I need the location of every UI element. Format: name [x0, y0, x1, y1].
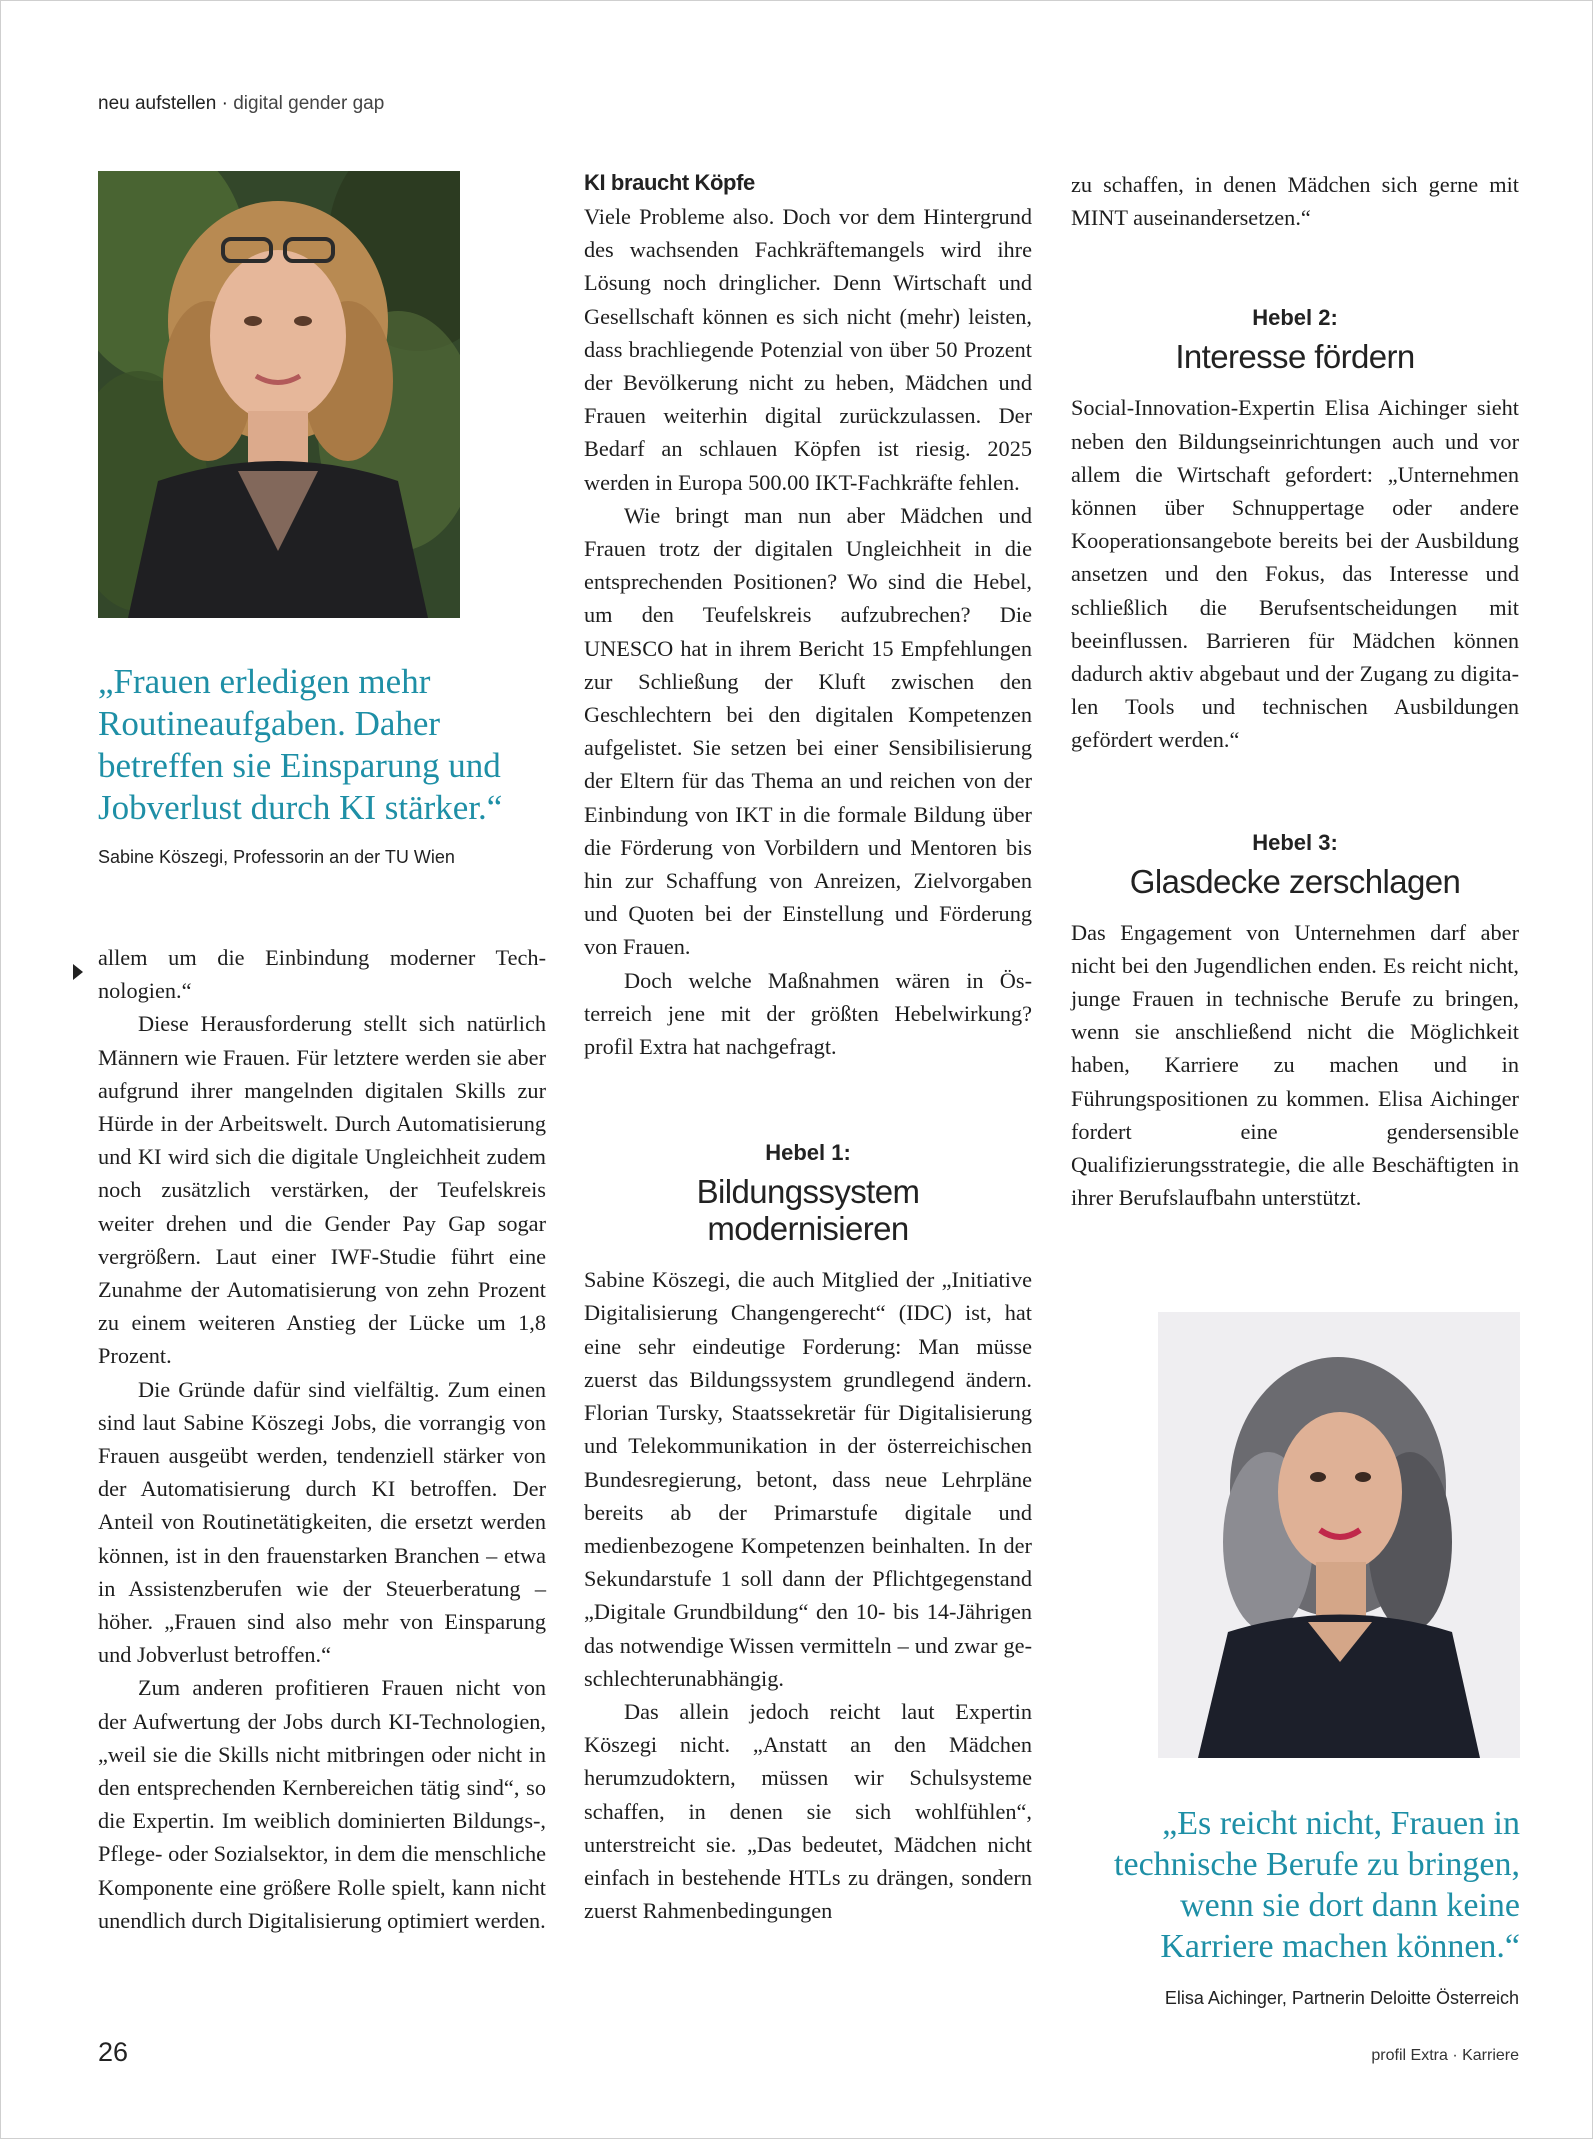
hebel-1-heading: [584, 1139, 1032, 1247]
hebel-1-paragraph: Das allein jedoch reicht laut Expertin Köszegi nicht. „Anstatt an den Mädchen herumzudoktern, müssen wir Schulsysteme schaffen, in denen sie sich wohlfühlen“, unterstreicht sie. „Das bedeutet, Mädchen nicht einfach in bestehende HTLs zu drängen, sondern zuerst Rahmenbedingungen: [584, 1698, 1032, 1924]
hebel-3-label: Hebel 3:: [1252, 829, 1338, 855]
pull-quote-attribution-aichinger: Elisa Aichinger, Partnerin Deloitte Österreich: [1164, 1988, 1519, 2008]
hebel-1-paragraph: Sabine Köszegi, die auch Mitglied der „Initiative Digitalisierung Changengerecht“ (IDC) ist, hat eine sehr eindeutige Forderung: Man müsse zuerst das Bildungssystem grundlegend ändern. Florian Tursky, Staatssekretär für Digitalisierung und Telekommunikation in der österreichischen Bundesregierung, betont, dass neue Lehrpläne bereits ab der Primarstufe digitale und medienbezogene Kompetenzen beinhalten. In der Sekundarstufe 1 soll dann der Pflichtgegenstand „Digitale Grundbildung“ den 10- bis 14-Jährigen das notwendige Wissen vermitteln – und zwar geschlechterunabhängig.: [584, 1267, 1032, 1691]
running-head-section: neu aufstellen: [98, 93, 217, 114]
publication-footer: profil Extra · Karriere: [1371, 2047, 1519, 2064]
page-number: 26: [98, 2037, 129, 2067]
portrait-illustration-aichinger: [1158, 1312, 1520, 1758]
col1-paragraph: Diese Herausforderung stellt sich natürlich Männern wie Frauen. Für letztere werden sie aber aufgrund ihrer mangelnden digitalen Skills zur Hürde in der Arbeitswelt. Durch Automatisierung und KI wird sich die digitale Ungleichheit zudem noch zusätzlich verstärken, der Teufelskreis weiter drehen und die Gender Pay Gap sogar vergrößern. Laut einer IWF-Studie führt eine Zunahme der Automatisierung von zehn Prozent zu einem weiteren Anstieg der Lücke um 1,8 Prozent.: [98, 1011, 546, 1369]
pull-quote-aichinger: „Es reicht nicht, Frauen in technische Berufe zu bringen, wenn sie dort dann keine Karriere machen können.“: [1114, 1805, 1520, 1965]
col2-paragraph: Wie bringt man nun aber Mädchen und Frauen trotz der digitalen Ungleichheit in die entsprechenden Positionen? Wo sind die Hebel, um den Teufelskreis aufzubrechen? Die UNESCO hat in ihrem Bericht 15 Empfehlungen zur Schließung der Kluft zwischen den Geschlechtern bei den digitalen Kompetenzen aufgelistet. Sie setzen bei einer Sensibilisierung der Eltern für das Thema an und reichen von der Einbindung von IKT in die formale Bildung über die Förderung von Vorbildern und Mentoren bis hin zur Schaffung von Anreizen, Zielvorgaben und Quoten bei der Einstellung und Förderung von Frauen.: [584, 502, 1032, 960]
col2-paragraph: Viele Probleme also. Doch vor dem Hintergrund des wachsenden Fachkräftemangels wird ihre Lösung noch dringlicher. Denn Wirtschaft und Gesellschaft können es sich nicht (mehr) leisten, dass brachliegende Potenzial von über 50 Prozent der Bevölkerung nicht zu heben, Mädchen und Frauen weiterhin digital zurückzulassen. Der Bedarf an schlauen Köpfen ist riesig. 2025 werden in Europa 500.00 IKT-Fachkräfte fehlen.: [584, 204, 1032, 495]
running-head: [98, 93, 384, 115]
col2-paragraph: Doch welche Maßnahmen wären in Österreich jene mit der größten Hebelwirkung? profil Extra hat nachgefragt.: [584, 967, 1032, 1060]
article-column-3: [1071, 168, 1519, 1214]
hebel-2-label: Hebel 2:: [1252, 305, 1338, 331]
col1-paragraph: Die Gründe dafür sind vielfältig. Zum einen sind laut Sabine Köszegi Jobs, die vorrangig von Frauen ausgeübt werden, tendenziell stärker von der Automatisierung durch KI betroffen. Der Anteil von Routinetätigkeiten, die ersetzt werden können, ist in den frauenstarken Branchen – etwa in Assistenzberufen wie der Steuerberatung – höher. „Frauen sind also mehr von Einsparung und Jobverlust betroffen.“: [98, 1376, 546, 1668]
pull-quote-koszegi: „Frauen erledigen mehr Routineaufgaben. Daher betreffen sie Einsparung und Jobverlust durch KI stärker.“: [98, 662, 503, 827]
col1-paragraph: allem um die Einbindung moderner Technologien.“: [98, 945, 546, 1004]
running-head-topic: digital gender gap: [233, 93, 385, 114]
portrait-photo-koszegi: [98, 171, 460, 618]
hebel-1-title: Bildungssystem modernisieren: [696, 1173, 920, 1248]
hebel-2-paragraph: Social-Innovation-Expertin Elisa Aichinger sieht neben den Bildungseinrichtungen auch und vor allem die Wirtschaft gefordert: „Unternehmen können über Schnuppertage oder andere Kooperationsangebote bereits bei der Ausbildung ansetzen und den Fokus, das Interesse und schließlich die Berufsentscheidungen mit beeinflussen. Barrieren für Mädchen können dadurch aktiv abgebaut und der Zugang zu digitalen Tools und technischen Ausbildungen gefördert werden.“: [1071, 395, 1519, 753]
hebel-3-paragraph: Das Engagement von Unternehmen darf aber nicht bei den Jugendlichen enden. Es reicht nicht, junge Frauen in technische Berufe zu bringen, wenn sie anschließend nicht die Möglichkeit haben, Karriere zu machen und in Führungspositionen zu kommen. Elisa Aichinger fordert eine gendersensible Qualifizierungsstrategie, die alle Beschäftigten in ihrer Berufslaufbahn unterstützt.: [1071, 919, 1519, 1211]
hebel-1-label: Hebel 1:: [765, 1140, 851, 1166]
portrait-photo-aichinger: [1158, 1312, 1520, 1758]
article-column-2: [584, 168, 1032, 1927]
subhead-ki-braucht-koepfe: KI braucht Köpfe: [584, 170, 755, 195]
article-column-1: [98, 941, 546, 1937]
hebel-3-heading: [1071, 829, 1519, 900]
col3-paragraph: zu schaffen, in denen Mädchen sich gerne mit MINT auseinandersetzen.“: [1071, 172, 1519, 231]
continuation-arrow-icon: [73, 964, 83, 980]
hebel-2-heading: [1071, 304, 1519, 375]
running-head-separator: ·: [216, 93, 234, 114]
col1-paragraph: Zum anderen profitieren Frauen nicht von der Aufwertung der Jobs durch KI-Technologien, „weil sie die Skills nicht mitbringen oder nicht in den entsprechenden Kernbereichen tätig sind“, so die Expertin. Im weiblich dominierten Bildungs-, Pflege- oder Sozialsektor, in dem die menschliche Komponente eine größere Rolle spielt, kann nicht unendlich durch Digitalisierung optimiert werden.: [98, 1675, 546, 1933]
portrait-illustration-koszegi: [98, 171, 460, 618]
hebel-2-title: Interesse fördern: [1175, 338, 1415, 376]
hebel-3-title: Glasdecke zerschlagen: [1129, 862, 1461, 900]
pull-quote-attribution-koszegi: Sabine Köszegi, Professorin an der TU Wien: [98, 847, 455, 867]
